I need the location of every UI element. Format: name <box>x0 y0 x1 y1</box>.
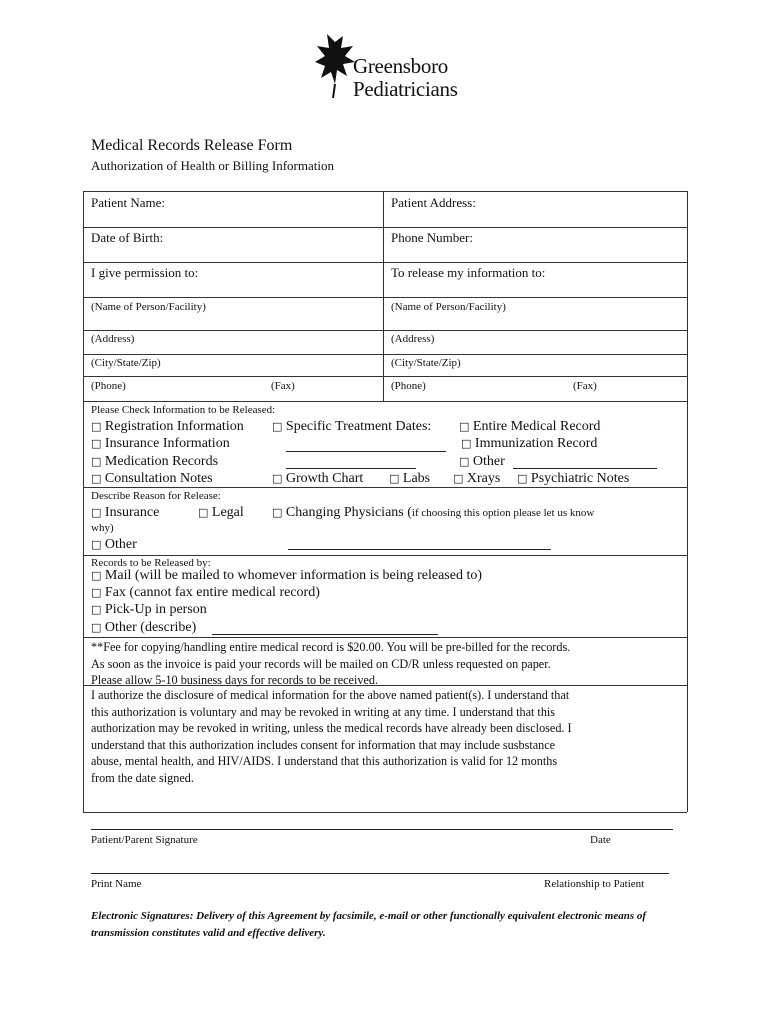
patient-address-label: Patient Address: <box>391 195 476 210</box>
print-name-label: Print Name <box>91 878 142 890</box>
fee-paragraph: **Fee for copying/handling entire medical record is $20.00. You will be pre-billed for the records. As soon as the invoice is paid your records will be mailed on CD/R unless requested on paper. Please allow 5-10 business days for records to be received. <box>91 640 571 687</box>
city-label-left: (City/State/Zip) <box>91 357 161 369</box>
address-label-right: (Address) <box>391 333 435 345</box>
check-insurance-info[interactable]: □ Insurance Information <box>91 436 230 451</box>
address-label-left: (Address) <box>91 333 135 345</box>
row-divider <box>83 555 687 556</box>
phone-label-left: (Phone) <box>91 380 126 392</box>
reason-why-text: why) <box>91 522 114 534</box>
check-xrays[interactable]: □ Xrays <box>453 471 501 486</box>
check-registration[interactable]: □ Registration Information <box>91 419 244 434</box>
signature-line[interactable] <box>91 829 673 830</box>
row-divider <box>83 401 687 402</box>
reason-other-field[interactable] <box>288 549 551 550</box>
table-border-right <box>687 191 688 812</box>
logo-text-line1: Greensboro <box>353 54 448 78</box>
released-by-heading: Records to be Released by: <box>91 557 211 569</box>
check-specific-dates[interactable]: □ Specific Treatment Dates: <box>272 419 432 434</box>
check-reason-legal[interactable]: □ Legal <box>198 505 244 520</box>
fax-label-right: (Fax) <box>573 380 597 392</box>
phone-label-right: (Phone) <box>391 380 426 392</box>
check-entire-record[interactable]: □ Entire Medical Record <box>459 419 601 434</box>
table-border-top <box>83 191 687 192</box>
check-pickup[interactable]: □ Pick-Up in person <box>91 602 207 617</box>
specific-dates-field-2[interactable] <box>286 468 416 469</box>
reason-heading: Describe Reason for Release: <box>91 490 221 502</box>
row-divider <box>83 330 687 331</box>
check-psychiatric[interactable]: □ Psychiatric Notes <box>517 471 630 486</box>
form-subtitle: Authorization of Health or Billing Information <box>91 158 334 173</box>
check-fax[interactable]: □ Fax (cannot fax entire medical record) <box>91 585 320 600</box>
release-to-label: To release my information to: <box>391 265 546 280</box>
column-divider <box>383 191 384 401</box>
give-permission-label: I give permission to: <box>91 265 199 280</box>
logo-text-line2: Pediatricians <box>353 77 458 101</box>
authorization-paragraph: I authorize the disclosure of medical information for the above named patient(s). I understand that this authorization is voluntary and may be revoked in writing at any time. I understand that this authorization may be revoked in writing, unless the medical records have already been disclosed. I understand that this authorization includes consent for information that may include susbstance abuse, mental health, and HIV/AIDS. I understand that this authorization is valid for 12 months from the date signed. <box>91 688 572 785</box>
specific-dates-field-1[interactable] <box>286 451 446 452</box>
logo <box>313 32 463 112</box>
other-delivery-field[interactable] <box>212 634 438 635</box>
info-heading: Please Check Information to be Released: <box>91 404 276 416</box>
patient-name-label: Patient Name: <box>91 195 166 210</box>
check-labs[interactable]: □ Labs <box>389 471 431 486</box>
check-mail[interactable]: □ Mail (will be mailed to whomever information is being released to) <box>91 568 483 583</box>
row-divider <box>83 354 687 355</box>
row-divider <box>83 376 687 377</box>
check-other-info[interactable]: □ Other <box>459 454 505 469</box>
patient-signature-label: Patient/Parent Signature <box>91 834 198 846</box>
date-label: Date <box>590 834 611 846</box>
check-immunization[interactable]: □ Immunization Record <box>461 436 598 451</box>
check-growth-chart[interactable]: □ Growth Chart <box>272 471 364 486</box>
check-reason-other[interactable]: □ Other <box>91 537 137 552</box>
leaf-figure-icon <box>313 32 357 98</box>
name-facility-label-left: (Name of Person/Facility) <box>91 301 206 313</box>
table-border-bottom <box>83 812 687 813</box>
fax-label-left: (Fax) <box>271 380 295 392</box>
electronic-signature-note: Electronic Signatures: Delivery of this Agreement by facsimile, e-mail or other functionally equivalent electronic means of transmission constitutes valid and effective delivery. <box>91 910 647 939</box>
check-medication[interactable]: □ Medication Records <box>91 454 219 469</box>
form-title: Medical Records Release Form <box>91 137 293 154</box>
check-consultation[interactable]: □ Consultation Notes <box>91 471 213 486</box>
print-name-line[interactable] <box>91 873 669 874</box>
row-divider <box>83 262 687 263</box>
check-changing-physicians[interactable]: □ Changing Physicians (if choosing this option please let us know <box>272 505 595 520</box>
check-other-delivery[interactable]: □ Other (describe) <box>91 620 197 635</box>
row-divider <box>83 637 687 638</box>
city-label-right: (City/State/Zip) <box>391 357 461 369</box>
row-divider <box>83 487 687 488</box>
table-border-left <box>83 191 84 812</box>
row-divider <box>83 297 687 298</box>
phone-number-label: Phone Number: <box>391 230 473 245</box>
name-facility-label-right: (Name of Person/Facility) <box>391 301 506 313</box>
dob-label: Date of Birth: <box>91 230 164 245</box>
other-info-field[interactable] <box>513 468 657 469</box>
check-reason-insurance[interactable]: □ Insurance <box>91 505 160 520</box>
row-divider <box>83 227 687 228</box>
relationship-label: Relationship to Patient <box>544 878 645 890</box>
